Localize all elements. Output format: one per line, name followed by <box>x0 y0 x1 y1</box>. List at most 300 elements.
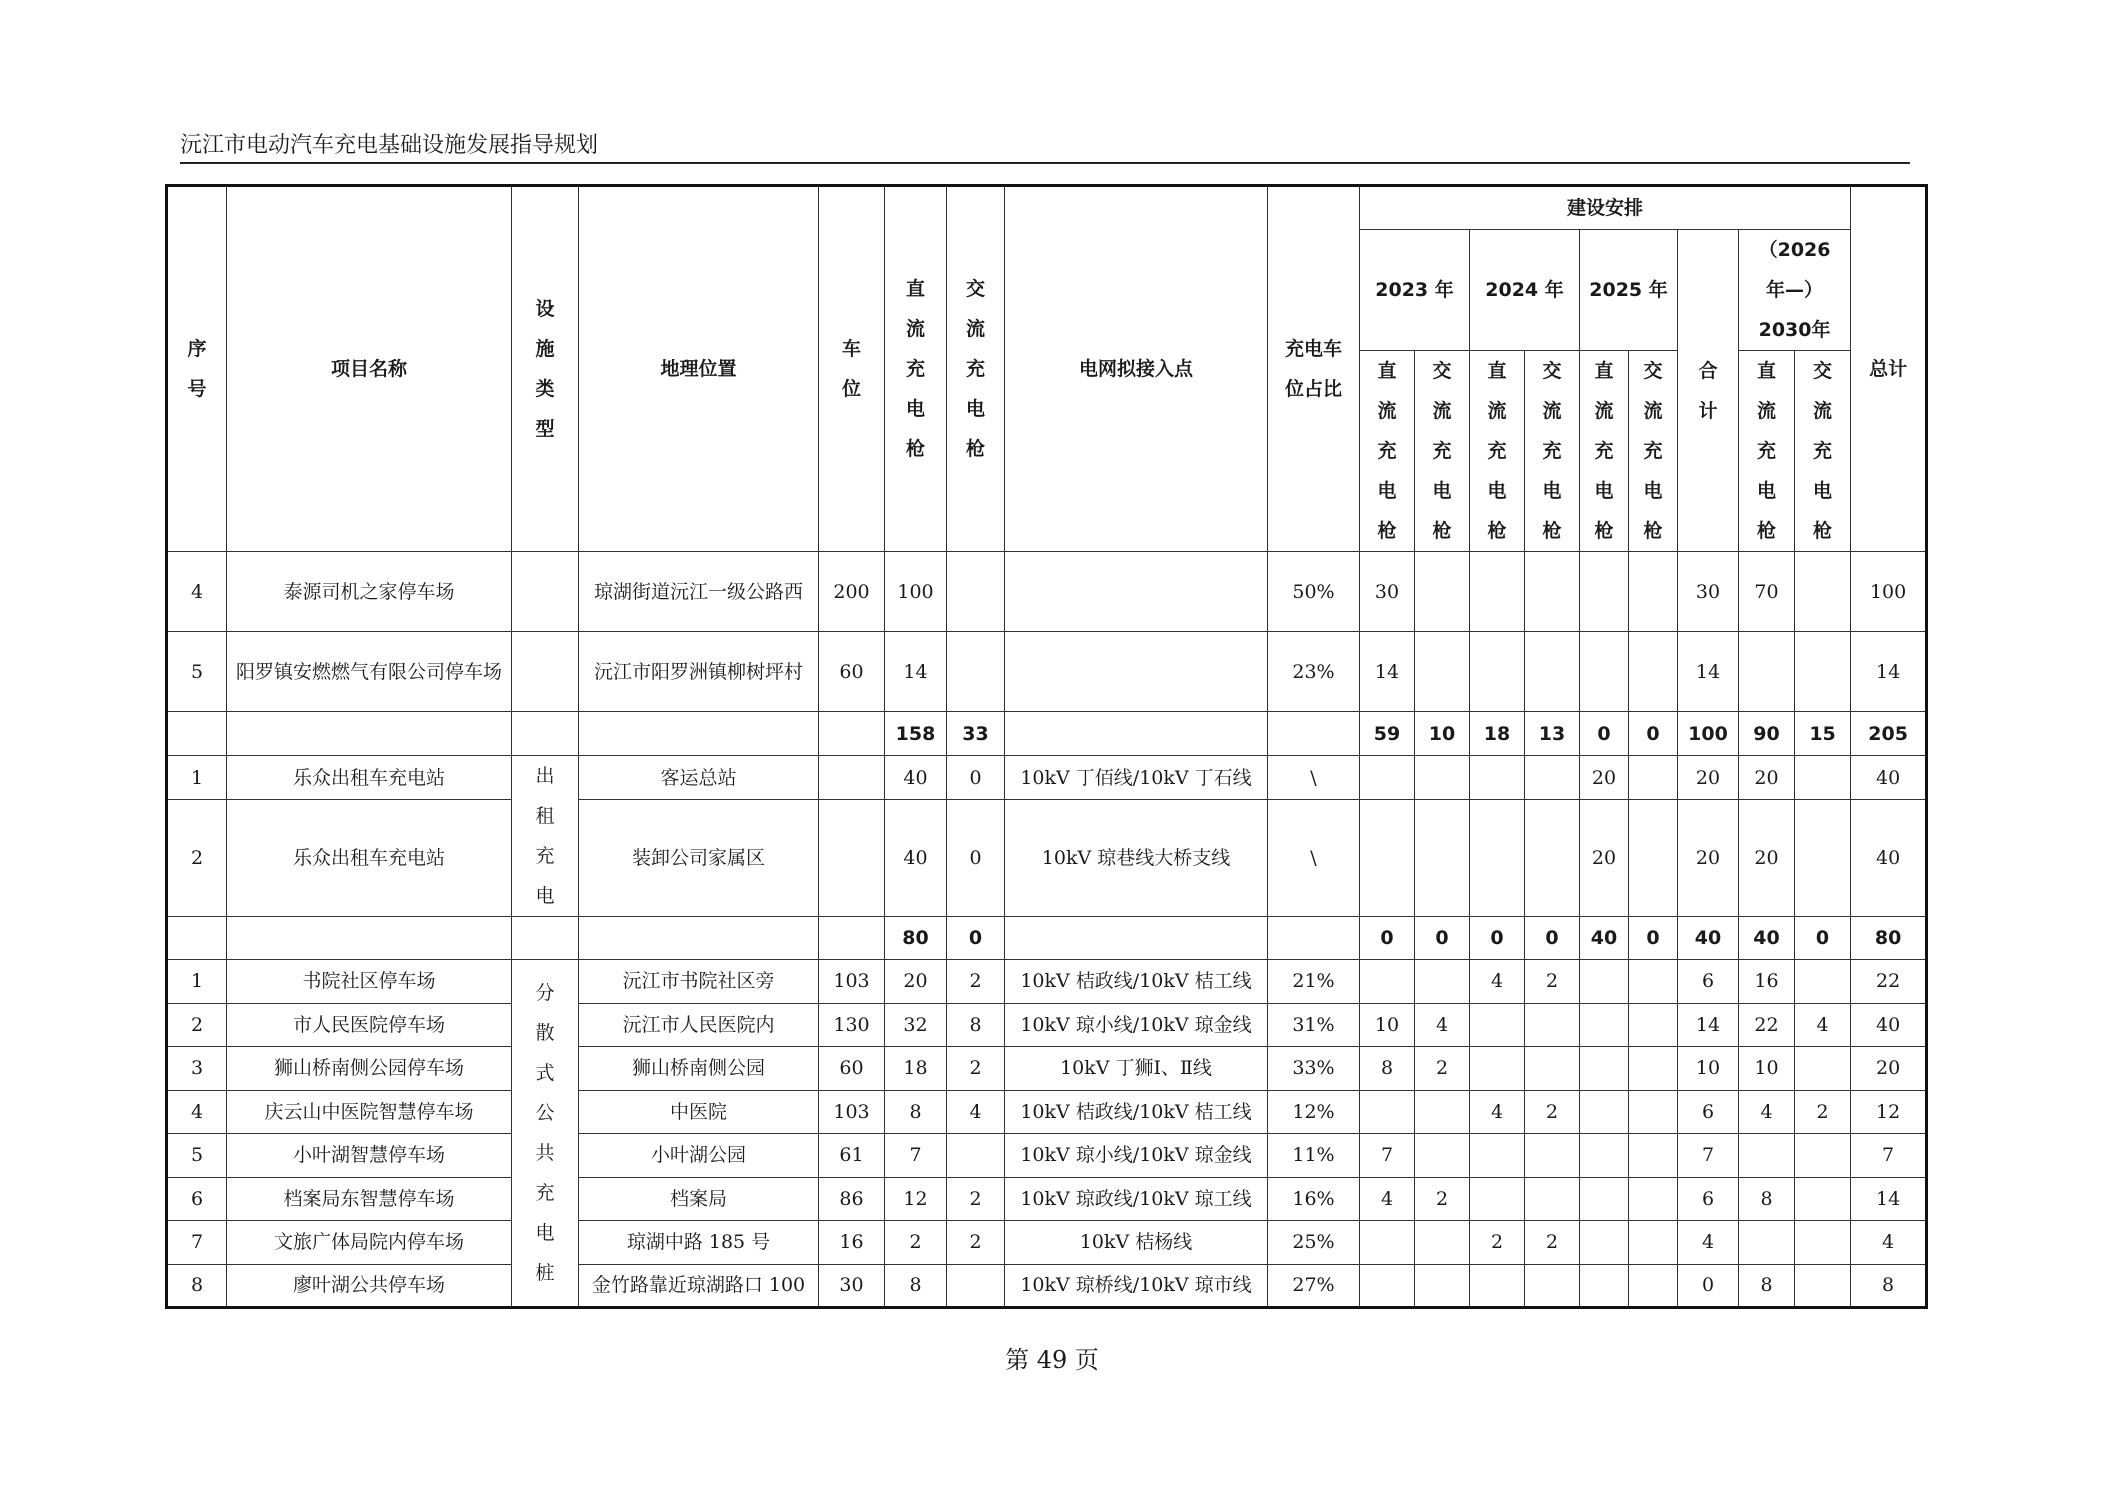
cell-project-name: 泰源司机之家停车场 <box>227 552 512 632</box>
cell-ac-2023 <box>1415 800 1470 917</box>
cell-dc-2023 <box>1360 800 1415 917</box>
cell-dc-2030 <box>1739 1134 1795 1178</box>
cell-ac-2030 <box>1795 1134 1851 1178</box>
cell-ac-2024 <box>1525 1003 1580 1047</box>
cell-ratio: \ <box>1268 756 1360 800</box>
cell-grid-point: 10kV 琼小线/10kV 琼金线 <box>1005 1003 1268 1047</box>
cell-total: 80 <box>1851 917 1927 960</box>
cell-project-name: 阳罗镇安燃燃气有限公司停车场 <box>227 632 512 712</box>
cell-empty <box>167 712 227 756</box>
cell-location: 沅江市人民医院内 <box>579 1003 819 1047</box>
cell-grid-point: 10kV 桔政线/10kV 桔工线 <box>1005 1090 1268 1134</box>
table-row <box>167 632 1927 712</box>
cell-subtotal: 14 <box>1678 1003 1739 1047</box>
cell-dc-2030: 16 <box>1739 960 1795 1004</box>
cell-dc-2023 <box>1360 756 1415 800</box>
cell-ac-2024 <box>1525 1264 1580 1308</box>
subtotal-row <box>167 917 1927 960</box>
cell-seq: 5 <box>167 632 227 712</box>
cell-spaces: 200 <box>819 552 885 632</box>
cell-ac-guns: 2 <box>947 960 1005 1004</box>
cell-ac-2025 <box>1629 1177 1678 1221</box>
cell-total: 8 <box>1851 1264 1927 1308</box>
cell-dc-2024: 0 <box>1470 917 1525 960</box>
cell-ac-2023: 0 <box>1415 917 1470 960</box>
cell-project-name: 文旅广体局院内停车场 <box>227 1221 512 1265</box>
cell-dc-2025 <box>1580 1090 1629 1134</box>
cell-dc-2030: 20 <box>1739 800 1795 917</box>
cell-ac-2023 <box>1415 632 1470 712</box>
cell-dc-2023: 0 <box>1360 917 1415 960</box>
cell-project-name: 乐众出租车充电站 <box>227 756 512 800</box>
cell-ac-2024: 0 <box>1525 917 1580 960</box>
cell-project-name: 档案局东智慧停车场 <box>227 1177 512 1221</box>
cell-grid-point: 10kV 琼桥线/10kV 琼市线 <box>1005 1264 1268 1308</box>
cell-subtotal: 30 <box>1678 552 1739 632</box>
cell-total: 14 <box>1851 632 1927 712</box>
cell-subtotal: 20 <box>1678 800 1739 917</box>
cell-ac-2030: 2 <box>1795 1090 1851 1134</box>
cell-dc-2025: 40 <box>1580 917 1629 960</box>
cell-total: 4 <box>1851 1221 1927 1265</box>
header-location: 地理位置 <box>579 186 819 552</box>
header-dc-guns: 直流充电枪 <box>885 186 947 552</box>
cell-project-name: 庆云山中医院智慧停车场 <box>227 1090 512 1134</box>
cell-ratio: 31% <box>1268 1003 1360 1047</box>
cell-dc-2030: 20 <box>1739 756 1795 800</box>
table-row <box>167 960 1927 1004</box>
cell-subtotal: 6 <box>1678 1177 1739 1221</box>
header-ac-guns: 交流充电枪 <box>947 186 1005 552</box>
cell-ac-2024: 2 <box>1525 1090 1580 1134</box>
charging-plan-table <box>165 184 1928 1309</box>
cell-ac-2023 <box>1415 756 1470 800</box>
header-2024-dc: 直流充电枪 <box>1470 351 1525 552</box>
cell-dc-2025: 0 <box>1580 712 1629 756</box>
cell-ac-2030: 0 <box>1795 917 1851 960</box>
cell-total: 7 <box>1851 1134 1927 1178</box>
cell-location: 金竹路靠近琼湖路口 100 <box>579 1264 819 1308</box>
cell-empty <box>1005 712 1268 756</box>
cell-seq: 8 <box>167 1264 227 1308</box>
cell-location: 琼湖中路 185 号 <box>579 1221 819 1265</box>
cell-ac-2023: 4 <box>1415 1003 1470 1047</box>
cell-dc-guns: 20 <box>885 960 947 1004</box>
cell-ac-2025 <box>1629 960 1678 1004</box>
cell-dc-guns: 40 <box>885 756 947 800</box>
cell-dc-guns: 100 <box>885 552 947 632</box>
cell-ac-2030 <box>1795 1047 1851 1091</box>
cell-dc-2025 <box>1580 1003 1629 1047</box>
cell-empty <box>227 712 512 756</box>
cell-total: 205 <box>1851 712 1927 756</box>
cell-dc-2023 <box>1360 960 1415 1004</box>
cell-location: 小叶湖公园 <box>579 1134 819 1178</box>
cell-total: 22 <box>1851 960 1927 1004</box>
cell-ac-2024 <box>1525 552 1580 632</box>
cell-ac-2030 <box>1795 800 1851 917</box>
cell-dc-2024 <box>1470 1134 1525 1178</box>
header-2030-dc: 直流充电枪 <box>1739 351 1795 552</box>
cell-ac-guns <box>947 1264 1005 1308</box>
cell-dc-2023 <box>1360 1221 1415 1265</box>
cell-dc-2023: 8 <box>1360 1047 1415 1091</box>
cell-ac-2025 <box>1629 1047 1678 1091</box>
cell-seq: 1 <box>167 756 227 800</box>
cell-location: 客运总站 <box>579 756 819 800</box>
cell-ac-2025 <box>1629 1090 1678 1134</box>
cell-empty <box>227 917 512 960</box>
table-row <box>167 800 1927 917</box>
cell-ac-guns <box>947 1134 1005 1178</box>
cell-spaces: 16 <box>819 1221 885 1265</box>
cell-spaces <box>819 756 885 800</box>
cell-project-name: 书院社区停车场 <box>227 960 512 1004</box>
cell-dc-2024 <box>1470 800 1525 917</box>
cell-empty <box>819 712 885 756</box>
cell-dc-2030 <box>1739 1221 1795 1265</box>
cell-ac-2025 <box>1629 1003 1678 1047</box>
cell-ac-guns <box>947 632 1005 712</box>
cell-ac-guns: 2 <box>947 1177 1005 1221</box>
cell-dc-2023: 14 <box>1360 632 1415 712</box>
cell-dc-2023: 7 <box>1360 1134 1415 1178</box>
header-rule <box>180 162 1910 164</box>
cell-dc-2025: 20 <box>1580 756 1629 800</box>
cell-seq: 4 <box>167 552 227 632</box>
cell-ac-2023 <box>1415 1090 1470 1134</box>
cell-ac-2023 <box>1415 1221 1470 1265</box>
cell-dc-2024 <box>1470 1047 1525 1091</box>
cell-seq: 2 <box>167 800 227 917</box>
cell-empty <box>1005 917 1268 960</box>
cell-empty <box>167 917 227 960</box>
cell-grid-point: 10kV 丁狮Ⅰ、Ⅱ线 <box>1005 1047 1268 1091</box>
cell-seq: 6 <box>167 1177 227 1221</box>
cell-ac-guns: 33 <box>947 712 1005 756</box>
cell-ac-2024: 2 <box>1525 960 1580 1004</box>
cell-ac-2030: 15 <box>1795 712 1851 756</box>
header-2023-ac: 交流充电枪 <box>1415 351 1470 552</box>
cell-ratio: 12% <box>1268 1090 1360 1134</box>
header-project-name: 项目名称 <box>227 186 512 552</box>
cell-dc-2024 <box>1470 1177 1525 1221</box>
table-row <box>167 1264 1927 1308</box>
cell-ac-2030 <box>1795 1177 1851 1221</box>
cell-spaces: 61 <box>819 1134 885 1178</box>
cell-ac-2024 <box>1525 632 1580 712</box>
header-year-2023: 2023 年 <box>1360 230 1470 351</box>
cell-subtotal: 0 <box>1678 1264 1739 1308</box>
cell-seq: 5 <box>167 1134 227 1178</box>
cell-grid-point: 10kV 琼政线/10kV 琼工线 <box>1005 1177 1268 1221</box>
cell-ac-guns <box>947 552 1005 632</box>
cell-project-name: 小叶湖智慧停车场 <box>227 1134 512 1178</box>
cell-empty <box>579 917 819 960</box>
table-row <box>167 1047 1927 1091</box>
cell-spaces: 60 <box>819 632 885 712</box>
table-row <box>167 1177 1927 1221</box>
cell-dc-2030: 4 <box>1739 1090 1795 1134</box>
cell-ratio: \ <box>1268 800 1360 917</box>
cell-grid-point: 10kV 丁佰线/10kV 丁石线 <box>1005 756 1268 800</box>
cell-dc-2030: 40 <box>1739 917 1795 960</box>
header-spaces: 车位 <box>819 186 885 552</box>
page-number: 第 49 页 <box>1005 1346 1099 1374</box>
header-2030-ac: 交流充电枪 <box>1795 351 1851 552</box>
cell-dc-2030: 8 <box>1739 1264 1795 1308</box>
cell-ac-2030 <box>1795 1221 1851 1265</box>
cell-ratio: 16% <box>1268 1177 1360 1221</box>
cell-ac-2023: 10 <box>1415 712 1470 756</box>
cell-ratio: 50% <box>1268 552 1360 632</box>
header-grid-point: 电网拟接入点 <box>1005 186 1268 552</box>
cell-location: 沅江市阳罗洲镇柳树坪村 <box>579 632 819 712</box>
cell-grid-point: 10kV 琼小线/10kV 琼金线 <box>1005 1134 1268 1178</box>
cell-dc-guns: 14 <box>885 632 947 712</box>
cell-dc-2024 <box>1470 756 1525 800</box>
cell-dc-guns: 32 <box>885 1003 947 1047</box>
cell-ratio: 21% <box>1268 960 1360 1004</box>
cell-project-name: 市人民医院停车场 <box>227 1003 512 1047</box>
cell-grid-point: 10kV 桔杨线 <box>1005 1221 1268 1265</box>
cell-spaces: 130 <box>819 1003 885 1047</box>
cell-ac-2030 <box>1795 1264 1851 1308</box>
header-2025-ac: 交流充电枪 <box>1629 351 1678 552</box>
cell-facility-type <box>512 632 579 712</box>
cell-location: 装卸公司家属区 <box>579 800 819 917</box>
cell-dc-2025 <box>1580 552 1629 632</box>
cell-spaces <box>819 800 885 917</box>
cell-dc-2030: 70 <box>1739 552 1795 632</box>
cell-ratio: 33% <box>1268 1047 1360 1091</box>
subtotal-row <box>167 712 1927 756</box>
cell-total: 100 <box>1851 552 1927 632</box>
cell-dc-2023 <box>1360 1264 1415 1308</box>
cell-dc-2030: 10 <box>1739 1047 1795 1091</box>
cell-ac-2025: 0 <box>1629 917 1678 960</box>
cell-dc-2030: 22 <box>1739 1003 1795 1047</box>
cell-ac-guns: 2 <box>947 1047 1005 1091</box>
cell-dc-2024: 4 <box>1470 1090 1525 1134</box>
cell-dc-2025 <box>1580 1221 1629 1265</box>
cell-subtotal: 20 <box>1678 756 1739 800</box>
cell-ac-2025 <box>1629 1264 1678 1308</box>
cell-empty <box>819 917 885 960</box>
cell-dc-2030 <box>1739 632 1795 712</box>
cell-dc-2024 <box>1470 1003 1525 1047</box>
cell-subtotal: 6 <box>1678 960 1739 1004</box>
cell-facility-type-taxi: 出租充电 <box>512 756 579 917</box>
cell-spaces: 30 <box>819 1264 885 1308</box>
cell-grid-point: 10kV 琼巷线大桥支线 <box>1005 800 1268 917</box>
cell-subtotal: 100 <box>1678 712 1739 756</box>
cell-total: 14 <box>1851 1177 1927 1221</box>
cell-subtotal: 6 <box>1678 1090 1739 1134</box>
cell-empty <box>579 712 819 756</box>
cell-ac-guns: 0 <box>947 800 1005 917</box>
cell-ratio: 27% <box>1268 1264 1360 1308</box>
cell-ac-2030: 4 <box>1795 1003 1851 1047</box>
cell-dc-guns: 12 <box>885 1177 947 1221</box>
cell-ac-2023: 2 <box>1415 1047 1470 1091</box>
table-row <box>167 1134 1927 1178</box>
cell-seq: 1 <box>167 960 227 1004</box>
cell-ac-2023: 2 <box>1415 1177 1470 1221</box>
cell-dc-2023: 10 <box>1360 1003 1415 1047</box>
cell-ac-2024: 2 <box>1525 1221 1580 1265</box>
cell-subtotal: 7 <box>1678 1134 1739 1178</box>
cell-ac-guns: 2 <box>947 1221 1005 1265</box>
header-ratio: 充电车位占比 <box>1268 186 1360 552</box>
cell-ac-2023 <box>1415 1264 1470 1308</box>
cell-ac-2030 <box>1795 632 1851 712</box>
cell-total: 12 <box>1851 1090 1927 1134</box>
cell-grid-point <box>1005 632 1268 712</box>
cell-dc-2025 <box>1580 1134 1629 1178</box>
cell-ac-2024 <box>1525 756 1580 800</box>
cell-ratio: 25% <box>1268 1221 1360 1265</box>
cell-dc-guns: 8 <box>885 1090 947 1134</box>
cell-ac-2030 <box>1795 960 1851 1004</box>
cell-dc-2023: 59 <box>1360 712 1415 756</box>
cell-total: 40 <box>1851 756 1927 800</box>
cell-dc-2030: 8 <box>1739 1177 1795 1221</box>
cell-dc-2025 <box>1580 632 1629 712</box>
cell-ac-2023 <box>1415 1134 1470 1178</box>
cell-ac-guns: 8 <box>947 1003 1005 1047</box>
cell-location: 狮山桥南侧公园 <box>579 1047 819 1091</box>
cell-ac-2025 <box>1629 632 1678 712</box>
cell-ac-2025 <box>1629 1134 1678 1178</box>
table-row <box>167 1090 1927 1134</box>
cell-ac-2025: 0 <box>1629 712 1678 756</box>
table-row <box>167 552 1927 632</box>
cell-spaces: 103 <box>819 960 885 1004</box>
cell-seq: 7 <box>167 1221 227 1265</box>
cell-ac-guns: 0 <box>947 917 1005 960</box>
cell-empty <box>1268 917 1360 960</box>
header-2025-dc: 直流充电枪 <box>1580 351 1629 552</box>
cell-project-name: 廖叶湖公共停车场 <box>227 1264 512 1308</box>
cell-subtotal: 14 <box>1678 632 1739 712</box>
cell-dc-2024 <box>1470 1264 1525 1308</box>
cell-dc-2030: 90 <box>1739 712 1795 756</box>
cell-dc-guns: 18 <box>885 1047 947 1091</box>
cell-subtotal: 4 <box>1678 1221 1739 1265</box>
cell-ratio: 23% <box>1268 632 1360 712</box>
cell-dc-guns: 80 <box>885 917 947 960</box>
cell-dc-2025 <box>1580 960 1629 1004</box>
cell-empty <box>1268 712 1360 756</box>
cell-dc-2024: 4 <box>1470 960 1525 1004</box>
cell-location: 琼湖街道沅江一级公路西 <box>579 552 819 632</box>
cell-ac-guns: 0 <box>947 756 1005 800</box>
table-row <box>167 756 1927 800</box>
cell-dc-2023: 4 <box>1360 1177 1415 1221</box>
cell-ac-2024 <box>1525 1134 1580 1178</box>
cell-project-name: 乐众出租车充电站 <box>227 800 512 917</box>
cell-ac-2025 <box>1629 756 1678 800</box>
header-facility-type: 设施类型 <box>512 186 579 552</box>
cell-ac-2030 <box>1795 552 1851 632</box>
cell-ac-2025 <box>1629 552 1678 632</box>
header-subtotal: 合计 <box>1678 230 1739 552</box>
cell-grid-point: 10kV 桔政线/10kV 桔工线 <box>1005 960 1268 1004</box>
cell-grid-point <box>1005 552 1268 632</box>
cell-dc-guns: 7 <box>885 1134 947 1178</box>
cell-ac-2025 <box>1629 800 1678 917</box>
cell-spaces: 60 <box>819 1047 885 1091</box>
cell-empty <box>512 712 579 756</box>
cell-dc-2023: 30 <box>1360 552 1415 632</box>
cell-ac-guns: 4 <box>947 1090 1005 1134</box>
cell-dc-2025 <box>1580 1047 1629 1091</box>
cell-dc-guns: 8 <box>885 1264 947 1308</box>
cell-location: 沅江市书院社区旁 <box>579 960 819 1004</box>
header-year-2024: 2024 年 <box>1470 230 1580 351</box>
cell-dc-2025: 20 <box>1580 800 1629 917</box>
header-schedule: 建设安排 <box>1360 186 1851 230</box>
cell-ac-2024 <box>1525 1047 1580 1091</box>
cell-total: 20 <box>1851 1047 1927 1091</box>
cell-dc-2025 <box>1580 1264 1629 1308</box>
cell-location: 中医院 <box>579 1090 819 1134</box>
cell-dc-2025 <box>1580 1177 1629 1221</box>
cell-dc-2023 <box>1360 1090 1415 1134</box>
cell-ac-2030 <box>1795 756 1851 800</box>
header-total: 总计 <box>1851 186 1927 552</box>
cell-ac-2025 <box>1629 1221 1678 1265</box>
cell-seq: 3 <box>167 1047 227 1091</box>
cell-dc-2024 <box>1470 632 1525 712</box>
cell-seq: 4 <box>167 1090 227 1134</box>
cell-subtotal: 10 <box>1678 1047 1739 1091</box>
cell-spaces: 103 <box>819 1090 885 1134</box>
cell-ac-2024 <box>1525 800 1580 917</box>
cell-total: 40 <box>1851 800 1927 917</box>
header-year-2030: （2026 年—）2030年 <box>1739 230 1851 351</box>
table-row <box>167 1221 1927 1265</box>
cell-dc-guns: 40 <box>885 800 947 917</box>
header-year-2025: 2025 年 <box>1580 230 1678 351</box>
cell-dc-guns: 2 <box>885 1221 947 1265</box>
cell-ratio: 11% <box>1268 1134 1360 1178</box>
cell-dc-2024: 18 <box>1470 712 1525 756</box>
cell-dc-guns: 158 <box>885 712 947 756</box>
header-2024-ac: 交流充电枪 <box>1525 351 1580 552</box>
cell-facility-type <box>512 552 579 632</box>
cell-ac-2024 <box>1525 1177 1580 1221</box>
document-header-title: 沅江市电动汽车充电基础设施发展指导规划 <box>180 133 599 158</box>
header-2023-dc: 直流充电枪 <box>1360 351 1415 552</box>
table-row <box>167 1003 1927 1047</box>
header-seq: 序号 <box>167 186 227 552</box>
cell-empty <box>512 917 579 960</box>
cell-ac-2023 <box>1415 552 1470 632</box>
cell-project-name: 狮山桥南侧公园停车场 <box>227 1047 512 1091</box>
cell-dc-2024 <box>1470 552 1525 632</box>
cell-spaces: 86 <box>819 1177 885 1221</box>
cell-ac-2023 <box>1415 960 1470 1004</box>
cell-dc-2024: 2 <box>1470 1221 1525 1265</box>
cell-subtotal: 40 <box>1678 917 1739 960</box>
cell-ac-2024: 13 <box>1525 712 1580 756</box>
cell-total: 40 <box>1851 1003 1927 1047</box>
cell-seq: 2 <box>167 1003 227 1047</box>
cell-facility-type-public: 分散式公共充电桩 <box>512 960 579 1308</box>
cell-location: 档案局 <box>579 1177 819 1221</box>
